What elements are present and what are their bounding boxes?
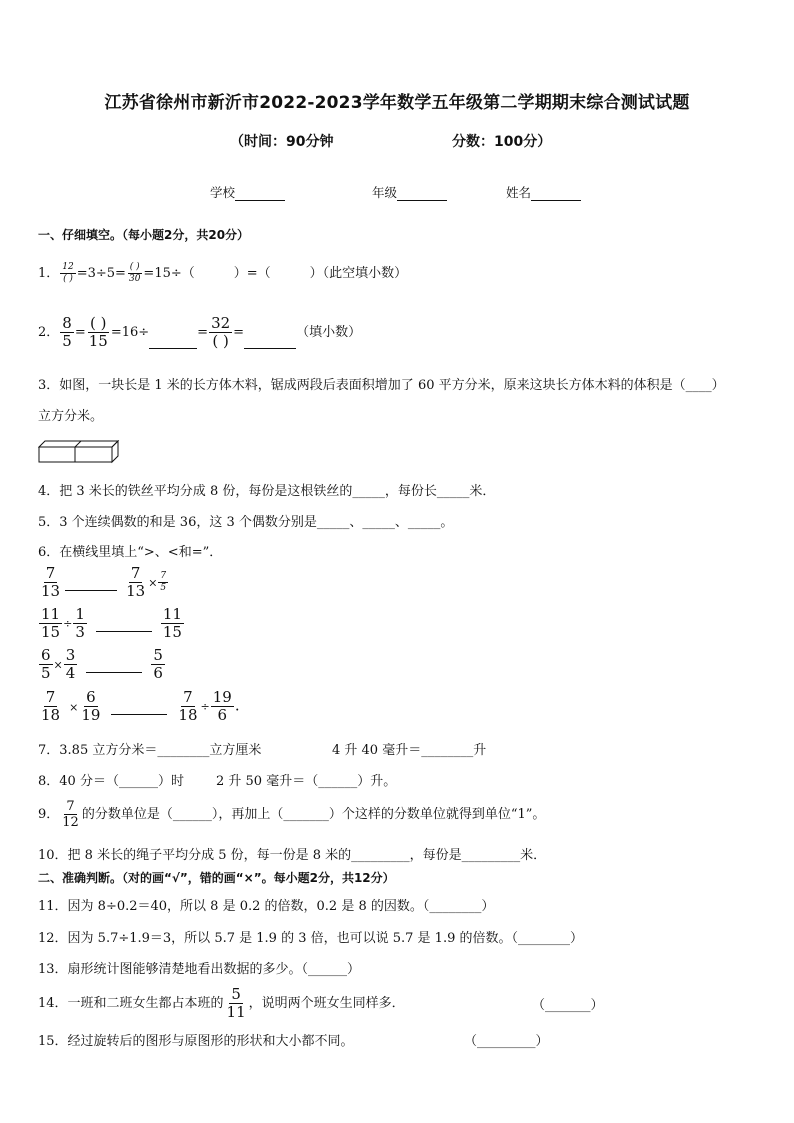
- q2-blank-1[interactable]: [149, 336, 197, 349]
- question-13: 13．扇形统计图能够清楚地看出数据的多少。（______）: [38, 962, 361, 977]
- q2-number: 2．: [38, 325, 60, 340]
- question-15: 15．经过旋转后的图形与原图形的形状和大小都不同。: [38, 1034, 354, 1049]
- q9-number: 9．: [38, 807, 60, 822]
- q6r3-frac-b: $\frac{3}{4}$: [65, 646, 76, 682]
- q6r4-blank[interactable]: [111, 702, 167, 715]
- question-6-row-4: [38, 690, 240, 723]
- q6r2-frac-c: $\frac{11}{15}$: [162, 605, 182, 641]
- question-6-row-2: [38, 607, 185, 640]
- q6r2-frac-b: $\frac{1}{3}$: [75, 605, 85, 641]
- q2-fraction-2: $\frac{( )}{15}$: [88, 314, 108, 350]
- q2-blank-2[interactable]: [244, 336, 296, 349]
- question-6-row-1: [38, 566, 169, 599]
- q2-fraction-1: $\frac{8}{5}$: [62, 314, 72, 350]
- section-2-heading: 二、准确判断。（对的画“√”，错的画“×”。每小题2分，共12分）: [38, 871, 395, 885]
- name-field: [506, 183, 581, 201]
- q14-answer-blank[interactable]: （_______）: [532, 998, 604, 1013]
- q6r3-op: ×: [53, 658, 63, 672]
- q6r4-frac-c: $\frac{7}{18}$: [178, 688, 198, 724]
- q6r4-frac-a: $\frac{7}{18}$: [41, 688, 61, 724]
- q1-fraction-1: $\frac{12}{( )}$: [62, 262, 74, 284]
- q6r4-end: .: [234, 696, 240, 715]
- q2-mid: =16÷: [110, 325, 150, 340]
- q6r3-blank[interactable]: [86, 660, 142, 673]
- q1-fraction-2: $\frac{( )}{30}$: [128, 262, 141, 284]
- question-2: [38, 316, 361, 349]
- question-12: 12．因为 5.7÷1.9＝3，所以 5.7 是 1.9 的 3 倍，也可以说 5.7 是 1.9 的倍数。（________）: [38, 931, 583, 946]
- question-6-row-3: [38, 648, 166, 681]
- q6r1-frac-c: $\frac{7}{5}$: [160, 571, 167, 593]
- question-9: [38, 800, 545, 829]
- q6r4-frac-d: $\frac{19}{6}$: [212, 688, 232, 724]
- exam-time: （时间：90分钟: [230, 134, 334, 150]
- question-3-line-1: 3．如图，一块长是 1 米的长方体木料，锯成两段后表面积增加了 60 平方分米，原来这块长方体木料的体积是（____）: [38, 378, 725, 393]
- question-5: 5．3 个连续偶数的和是 36，这 3 个偶数分别是_____、_____、_____。: [38, 515, 454, 530]
- q15-answer-blank[interactable]: （_________）: [464, 1034, 549, 1049]
- question-10: 10．把 8 米长的绳子平均分成 5 份，每一份是 8 米的_________，每份是_________米．: [38, 848, 547, 863]
- q2-eq1: =: [74, 325, 86, 340]
- q6r1-frac-a: $\frac{7}{13}$: [41, 564, 61, 600]
- grade-field: [372, 183, 447, 201]
- q1-mid: =3÷5=: [76, 266, 126, 281]
- section-1-heading: 一、仔细填空。（每小题2分，共20分）: [38, 228, 250, 242]
- grade-label: 年级: [372, 185, 398, 200]
- name-blank[interactable]: [531, 186, 581, 201]
- question-8-right: 2 升 50 毫升＝（______）升。: [216, 774, 397, 789]
- q6r1-frac-b: $\frac{7}{13}$: [126, 564, 146, 600]
- q6r3-frac-a: $\frac{6}{5}$: [41, 646, 51, 682]
- q2-fraction-3: $\frac{32}{( )}$: [211, 314, 231, 350]
- q2-eq3: =: [233, 325, 245, 340]
- question-1: [38, 262, 407, 284]
- q1-rest: =15÷（ ）=（ ）（此空填小数）: [143, 266, 408, 281]
- q9-text: 的分数单位是（______），再加上（_______）个这样的分数单位就得到单位“1”。: [81, 807, 546, 822]
- question-7-right: 4 升 40 毫升＝________升: [332, 743, 487, 758]
- question-8-left: 8．40 分＝（______）时: [38, 774, 184, 789]
- q6r2-op: ÷: [63, 617, 73, 631]
- q6r2-blank[interactable]: [96, 619, 152, 632]
- q6r2-frac-a: $\frac{11}{15}$: [41, 605, 61, 641]
- school-blank[interactable]: [235, 186, 285, 201]
- q14-tail: ，说明两个班女生同样多．: [248, 996, 405, 1011]
- exam-title: 江苏省徐州市新沂市2022-2023学年数学五年级第二学期期末综合测试试题: [104, 93, 690, 113]
- wood-block-figure: [38, 440, 120, 464]
- q6r4-op: ×: [69, 700, 79, 714]
- q14-text: 14．一班和二班女生都占本班的: [38, 996, 224, 1011]
- q6r4-frac-b: $\frac{6}{19}$: [81, 688, 101, 724]
- exam-score: 分数：100分）: [452, 134, 552, 150]
- question-7-left: 7．3.85 立方分米＝________立方厘米: [38, 743, 262, 758]
- question-11: 11．因为 8÷0.2＝40，所以 8 是 0.2 的倍数，0.2 是 8 的因数。（________）: [38, 899, 495, 914]
- q2-eq2: =: [197, 325, 209, 340]
- school-label: 学校: [210, 185, 236, 200]
- q6r3-frac-c: $\frac{5}{6}$: [153, 646, 163, 682]
- name-label: 姓名: [506, 185, 532, 200]
- question-6-intro: 6．在横线里填上“>、<和=”．: [38, 545, 223, 560]
- school-field: [210, 183, 285, 201]
- q6r4-op2: ÷: [200, 700, 210, 714]
- question-4: 4．把 3 米长的铁丝平均分成 8 份，每份是这根铁丝的_____，每份长_____米．: [38, 484, 496, 499]
- q6r1-blank[interactable]: [65, 578, 117, 591]
- grade-blank[interactable]: [397, 186, 447, 201]
- q1-number: 1．: [38, 266, 60, 281]
- question-14: [38, 987, 405, 1020]
- q2-tail: （填小数）: [296, 325, 362, 340]
- q14-fraction: $\frac{5}{11}$: [226, 985, 246, 1021]
- question-3-line-2: 立方分米。: [38, 409, 104, 424]
- q9-fraction: $\frac{7}{12}$: [62, 799, 79, 830]
- q6r1-op: ×: [148, 576, 158, 590]
